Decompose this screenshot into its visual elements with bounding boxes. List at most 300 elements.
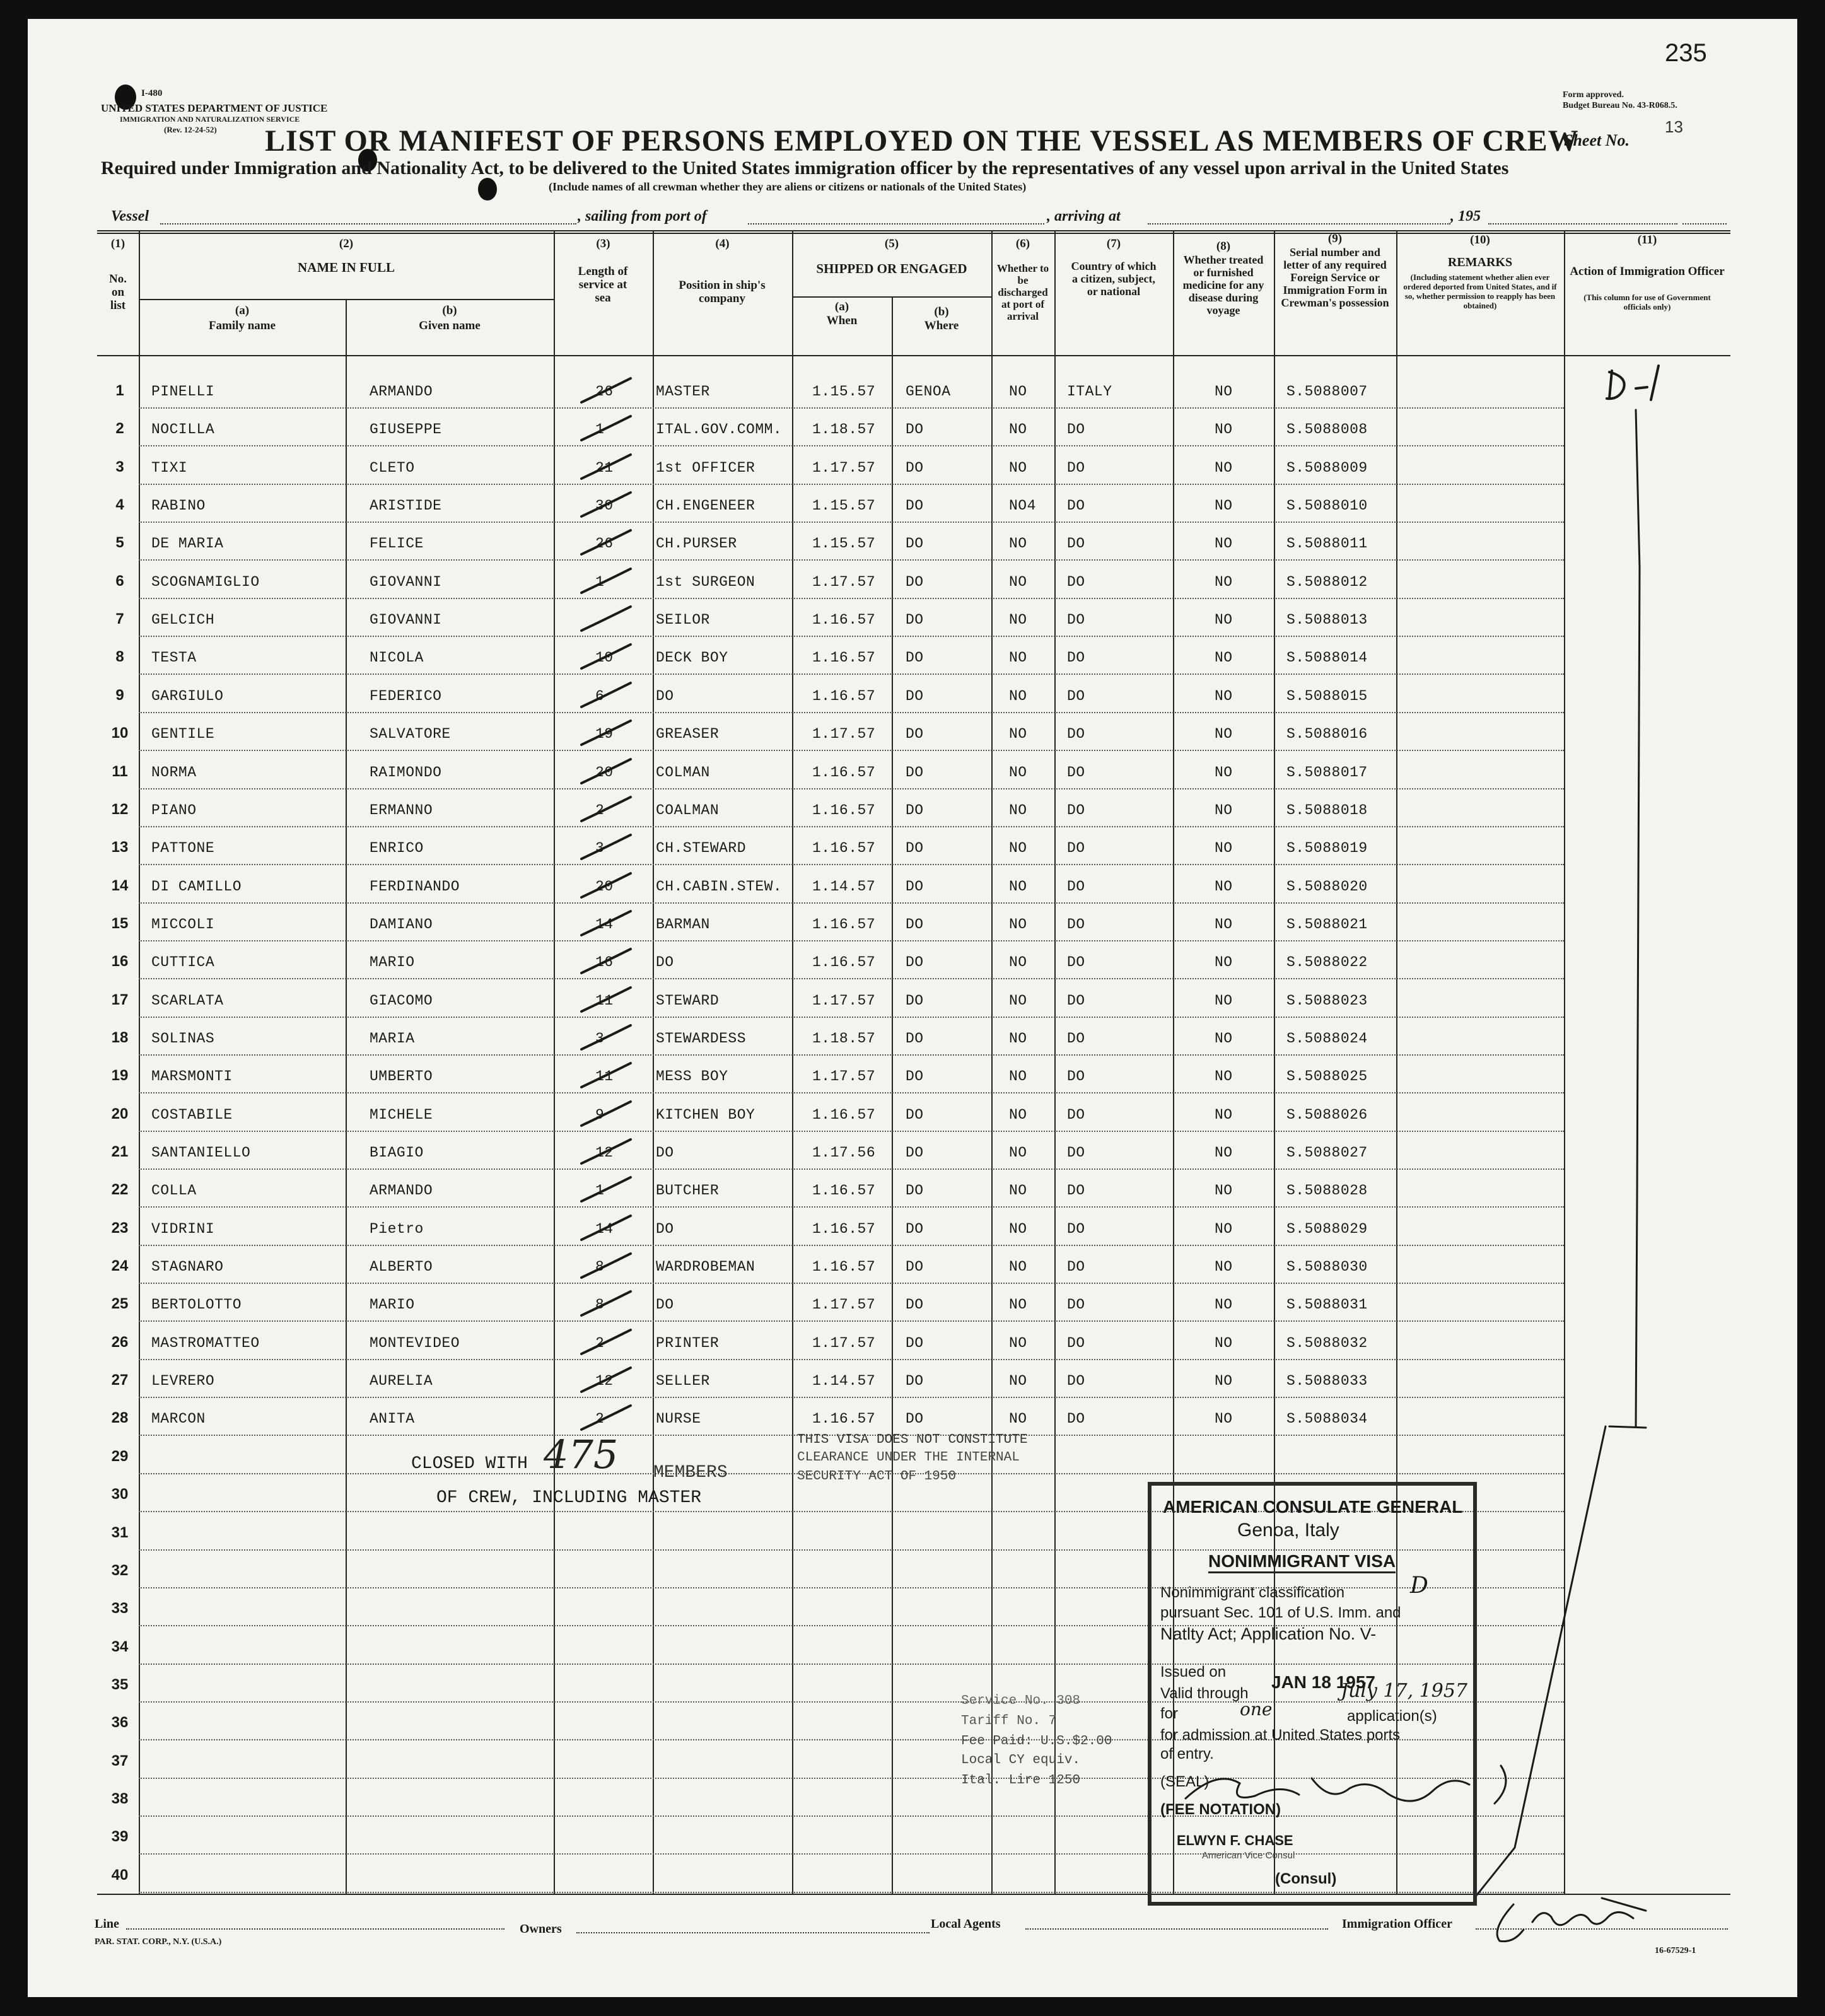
serial-number: S.5088019 [1286,840,1368,856]
service-strike [581,988,631,1011]
stamp-issued-date: JAN 18 1957 [1271,1672,1376,1692]
family-name: GELCICH [151,612,215,628]
position: STEWARDESS [656,1030,747,1047]
stamp-pursuant: pursuant Sec. 101 of U.S. Imm. and [1160,1604,1401,1621]
given-name: BIAGIO [370,1145,424,1161]
shipped-when: 1.16.57 [812,688,876,704]
discharged: NO [1009,1068,1027,1085]
row-number: 5 [115,534,124,551]
col2a-header: Family name [208,319,276,332]
position: BUTCHER [656,1182,720,1199]
serial-number: S.5088012 [1286,574,1368,590]
form-revision: (Rev. 12-24-52) [164,125,217,134]
footer-owners-field [576,1932,930,1933]
family-name: VIDRINI [151,1221,215,1237]
service-strike [581,1254,631,1278]
service-strike [581,949,631,973]
position: CH.CABIN.STEW. [656,878,783,895]
shipped-where: DO [906,993,924,1009]
given-name: MICHELE [370,1107,433,1123]
shipped-where: DO [906,1373,924,1389]
shipped-when: 1.17.57 [812,460,876,476]
family-name: CUTTICA [151,954,215,970]
serial-number: S.5088015 [1286,688,1368,704]
discharged: NO [1009,574,1027,590]
row-number: 6 [115,573,124,590]
col4-header: Position in ship's company [679,279,766,305]
position: DECK BOY [656,650,728,666]
medicine: NO [1215,1411,1233,1427]
family-name: MARCON [151,1411,206,1427]
service-length: 10 [595,650,614,666]
country: DO [1067,726,1085,742]
col6-header: Whether to be discharged at port of arrival [996,262,1049,322]
budget-bureau-line: Budget Bureau No. 43-R068.5. [1563,101,1677,110]
country: DO [1067,1259,1085,1275]
given-name: GIOVANNI [370,612,442,628]
service-strike [581,797,631,821]
form-number: I-480 [141,88,163,98]
medicine: NO [1215,726,1233,742]
shipped-when: 1.14.57 [812,878,876,895]
family-name: MASTROMATTEO [151,1335,260,1351]
fee-lire: Ital. Lire 1250 [961,1773,1081,1788]
sheet-number-label: Sheet No. [1564,131,1630,149]
serial-number: S.5088032 [1286,1335,1368,1351]
action-mark-d [1607,371,1624,399]
shipped-where: DO [906,764,924,781]
col5-header: SHIPPED OR ENGAGED [816,261,967,276]
consulate-visa-stamp [1148,1482,1477,1906]
col5b-number: (b) [934,305,949,318]
shipped-where: DO [906,498,924,514]
discharged: NO [1009,916,1027,933]
service-strike [581,721,631,745]
row-number: 3 [115,458,124,475]
family-name: GENTILE [151,726,215,742]
year-label: , 195 [1450,208,1481,224]
country: DO [1067,802,1085,819]
shipped-where: DO [906,1259,924,1275]
given-name: ARMANDO [370,383,433,400]
shipped-where: DO [906,726,924,742]
country: DO [1067,421,1085,438]
shipped-when: 1.16.57 [812,1259,876,1275]
col2b-number: (b) [442,304,457,317]
shipped-where: DO [906,1182,924,1199]
country: DO [1067,993,1085,1009]
given-name: UMBERTO [370,1068,433,1085]
serial-number: S.5088025 [1286,1068,1368,1085]
service-length: 26 [595,535,614,552]
country: DO [1067,1145,1085,1161]
family-name: NORMA [151,764,197,781]
serial-number: S.5088030 [1286,1259,1368,1275]
discharged: NO [1009,726,1027,742]
officer-signature [1497,1898,1646,1942]
discharged: NO4 [1009,498,1036,514]
position: STEWARD [656,993,720,1009]
medicine: NO [1215,1182,1233,1199]
row-number: 33 [111,1600,129,1617]
medicine: NO [1215,650,1233,666]
serial-number: S.5088010 [1286,498,1368,514]
service-length: 1 [595,1182,605,1199]
service-length: 26 [595,383,614,400]
col6-number: (6) [1015,237,1030,250]
shipped-when: 1.18.57 [812,421,876,438]
discharged: NO [1009,1411,1027,1427]
country: DO [1067,1335,1085,1351]
medicine: NO [1215,498,1233,514]
vessel-label: Vessel [111,208,149,224]
stamp-city: Genoa, Italy [1237,1520,1339,1541]
medicine: NO [1215,1373,1233,1389]
position: DO [656,1296,674,1313]
given-name: ARMANDO [370,1182,433,1199]
position: MESS BOY [656,1068,728,1085]
given-name: Pietro [370,1221,424,1237]
stamp-fee-notation: (FEE NOTATION) [1160,1801,1281,1818]
service-strike [581,530,631,554]
country: DO [1067,574,1085,590]
serial-number: S.5088028 [1286,1182,1368,1199]
family-name: NOCILLA [151,421,215,438]
row-number: 10 [111,725,129,742]
serial-number: S.5088026 [1286,1107,1368,1123]
row-number: 20 [111,1105,129,1122]
family-name: COSTABILE [151,1107,233,1123]
row-number: 22 [111,1181,129,1198]
family-name: SOLINAS [151,1030,215,1047]
discharged: NO [1009,1030,1027,1047]
service-length: 19 [595,726,614,742]
stamp-entry: of entry. [1160,1745,1214,1763]
given-name: ANITA [370,1411,415,1427]
country: DO [1067,840,1085,856]
serial-number: S.5088022 [1286,954,1368,970]
serial-number: S.5088017 [1286,764,1368,781]
stamp-admission: for admission at United States ports [1160,1727,1401,1744]
row-number: 27 [111,1372,129,1389]
col2-number: (2) [339,237,354,250]
given-name: SALVATORE [370,726,451,742]
given-name: MARIA [370,1030,415,1047]
shipped-when: 1.15.57 [812,535,876,552]
country: DO [1067,764,1085,781]
shipped-where: DO [906,1068,924,1085]
service-name: IMMIGRATION AND NATURALIZATION SERVICE [120,115,300,124]
country: DO [1067,535,1085,552]
page-title: LIST OR MANIFEST OF PERSONS EMPLOYED ON THE VESSEL AS MEMBERS OF CREW [265,124,1579,158]
service-strike [581,759,631,783]
given-name: MARIO [370,1296,415,1313]
discharged: NO [1009,1259,1027,1275]
service-length: 2 [595,802,605,819]
position: DO [656,1145,674,1161]
service-length: 3 [595,1030,605,1047]
shipped-when: 1.17.57 [812,726,876,742]
service-length: 8 [595,1259,605,1275]
shipped-when: 1.17.57 [812,1335,876,1351]
family-name: LEVRERO [151,1373,215,1389]
given-name: ALBERTO [370,1259,433,1275]
shipped-when: 1.16.57 [812,1221,876,1237]
row-number: 35 [111,1676,129,1693]
shipped-when: 1.16.57 [812,650,876,666]
medicine: NO [1215,954,1233,970]
country: DO [1067,954,1085,970]
col5a-header: When [826,314,858,327]
shipped-when: 1.16.57 [812,1107,876,1123]
medicine: NO [1215,916,1233,933]
given-name: CLETO [370,460,415,476]
discharged: NO [1009,1373,1027,1389]
shipped-where: DO [906,1296,924,1313]
service-strike [581,1063,631,1087]
service-strike [581,644,631,668]
service-strike [581,1025,631,1049]
discharged: NO [1009,535,1027,552]
approval-line: Form approved. [1563,90,1624,100]
discharged: NO [1009,840,1027,856]
col2-header: NAME IN FULL [297,260,395,275]
service-length: 1 [595,421,605,438]
shipped-when: 1.16.57 [812,916,876,933]
shipped-when: 1.16.57 [812,1411,876,1427]
shipped-where: DO [906,1030,924,1047]
col1-header: No. on list [109,272,127,312]
service-strike [581,455,631,479]
medicine: NO [1215,1145,1233,1161]
given-name: MARIO [370,954,415,970]
service-strike [581,607,631,631]
visa-note-line1: THIS VISA DOES NOT CONSTITUTE [797,1433,1028,1447]
service-strike [581,569,631,593]
col3-number: (3) [596,237,610,250]
service-length: 2 [595,1411,605,1427]
stamp-for-value: one [1240,1699,1273,1720]
action-mark-dash [1636,387,1647,388]
serial-number: S.5088033 [1286,1373,1368,1389]
medicine: NO [1215,1068,1233,1085]
stamp-consul-label: (Consul) [1275,1870,1337,1887]
shipped-when: 1.16.57 [812,840,876,856]
shipped-when: 1.14.57 [812,1373,876,1389]
service-length: 14 [595,916,614,933]
col11-header: Action of Immigration Officer [1570,265,1725,278]
serial-number: S.5088021 [1286,916,1368,933]
shipped-when: 1.17.57 [812,993,876,1009]
footer-line-label: Line [95,1917,119,1931]
stamp-visa-type: NONIMMIGRANT VISA [1208,1551,1396,1573]
shipped-where: DO [906,1145,924,1161]
closed-count: 475 [544,1431,619,1477]
medicine: NO [1215,421,1233,438]
position: 1st SURGEON [656,574,755,590]
stamp-classification: Nonimmigrant classification [1160,1584,1345,1601]
shipped-where: DO [906,574,924,590]
row-number: 37 [111,1752,129,1769]
action-column-line [1636,410,1640,1426]
service-strike [581,1368,631,1392]
family-name: DE MARIA [151,535,224,552]
position: CH.STEWARD [656,840,747,856]
medicine: NO [1215,1221,1233,1237]
family-name: TIXI [151,460,188,476]
shipped-where: DO [906,1107,924,1123]
shipped-when: 1.17.57 [812,574,876,590]
sheet-number-value: 13 [1665,117,1683,136]
position: KITCHEN BOY [656,1107,755,1123]
visa-note-line3: SECURITY ACT OF 1950 [797,1469,957,1484]
shipped-where: DO [906,421,924,438]
service-length: 3 [595,840,605,856]
position: SELLER [656,1373,710,1389]
footer-immigration-officer-field [1476,1928,1728,1930]
discharged: NO [1009,802,1027,819]
serial-number: S.5088008 [1286,421,1368,438]
footer-immigration-officer-label: Immigration Officer [1342,1917,1452,1931]
stamp-application-no: Natlty Act; Application No. V- [1160,1624,1377,1643]
service-strike [581,911,631,935]
country: DO [1067,498,1085,514]
discharged: NO [1009,421,1027,438]
footer-local-agents-field [1025,1928,1328,1930]
stamp-consul-name: ELWYN F. CHASE [1177,1832,1293,1848]
family-name: SANTANIELLO [151,1145,251,1161]
col1-number: (1) [110,237,125,250]
row-number: 34 [111,1638,129,1655]
discharged: NO [1009,650,1027,666]
medicine: NO [1215,993,1233,1009]
serial-number: S.5088011 [1286,535,1368,552]
country: DO [1067,460,1085,476]
stamp-valid-date: July 17, 1957 [1341,1680,1468,1702]
col9-number: (9) [1327,232,1343,245]
page-number: 235 [1665,39,1707,67]
row-number: 32 [111,1562,129,1579]
row-number: 7 [115,610,124,627]
discharged: NO [1009,383,1027,400]
medicine: NO [1215,1296,1233,1313]
shipped-when: 1.17.57 [812,1296,876,1313]
stamp-valid-label: Valid through [1160,1685,1249,1702]
row-number: 36 [111,1714,129,1731]
stamp-consulate: AMERICAN CONSULATE GENERAL [1163,1497,1463,1517]
row-number: 24 [111,1257,129,1274]
family-name: DI CAMILLO [151,878,242,895]
position: DO [656,1221,674,1237]
country: DO [1067,688,1085,704]
col11-number: (11) [1637,233,1657,247]
serial-number: S.5088023 [1286,993,1368,1009]
service-strike [581,1330,631,1354]
given-name: GIOVANNI [370,574,442,590]
subtitle: Required under Immigration and Nationality Act, to be delivered to the United States immigration officer by the representatives of any vessel upon arrival in the United States [101,158,1509,178]
position: BARMAN [656,916,710,933]
given-name: FELICE [370,535,424,552]
service-strike [581,835,631,859]
closed-members-text: MEMBERS [653,1463,728,1483]
service-strike [581,378,631,402]
shipped-when: 1.15.57 [812,383,876,400]
discharged: NO [1009,612,1027,628]
position: ITAL.GOV.COMM. [656,421,783,438]
family-name: TESTA [151,650,197,666]
row-number: 26 [111,1334,129,1351]
position: CH.PURSER [656,535,737,552]
row-number: 31 [111,1524,129,1541]
serial-number: S.5088007 [1286,383,1368,400]
row-number: 30 [111,1486,129,1503]
family-name: RABINO [151,498,206,514]
position: DO [656,954,674,970]
given-name: DAMIANO [370,916,433,933]
col8-number: (8) [1216,240,1231,253]
family-name: PINELLI [151,383,215,400]
service-length: 21 [595,460,614,476]
shipped-when: 1.16.57 [812,764,876,781]
shipped-where: DO [906,840,924,856]
row-number: 1 [115,382,124,399]
discharged: NO [1009,1296,1027,1313]
country: DO [1067,878,1085,895]
stamp-seal: (SEAL) [1160,1773,1210,1790]
discharged: NO [1009,1335,1027,1351]
service-length: 8 [595,1296,605,1313]
subtitle-note: (Include names of all crewman whether they are aliens or citizens or nationals of the United States) [549,180,1027,193]
position: PRINTER [656,1335,720,1351]
position: WARDROBEMAN [656,1259,755,1275]
footer-owners-label: Owners [520,1922,562,1936]
country: DO [1067,650,1085,666]
shipped-where: DO [906,688,924,704]
shipped-where: DO [906,954,924,970]
country: DO [1067,1373,1085,1389]
row-number: 14 [111,877,129,894]
medicine: NO [1215,840,1233,856]
service-strike [581,683,631,707]
publisher-imprint: PAR. STAT. CORP., N.Y. (U.S.A.) [95,1937,222,1947]
closed-with-text: CLOSED WITH [411,1454,528,1474]
stamp-applications: application(s) [1347,1708,1437,1725]
footer-local-agents-label: Local Agents [931,1917,1001,1931]
given-name: RAIMONDO [370,764,442,781]
service-length: 12 [595,1145,614,1161]
row-number: 40 [111,1867,129,1884]
row-number: 4 [115,496,124,513]
col5a-number: (a) [834,300,849,313]
form-code: 16-67529-1 [1655,1946,1696,1955]
row-number: 8 [115,648,124,665]
row-number: 18 [111,1029,129,1046]
medicine: NO [1215,878,1233,895]
shipped-where: DO [906,878,924,895]
col7-header: Country of which a citizen, subject, or national [1071,260,1157,298]
service-length: 30 [595,498,614,514]
shipped-where: DO [906,1335,924,1351]
col5-number: (5) [884,237,899,250]
given-name: FERDINANDO [370,878,460,895]
serial-number: S.5088018 [1286,802,1368,819]
row-number: 17 [111,991,129,1008]
serial-number: S.5088016 [1286,726,1368,742]
country: DO [1067,1182,1085,1199]
fee-paid: Fee Paid: U.S.$2.00 [961,1734,1112,1749]
col5b-header: Where [924,319,959,332]
service-length: 20 [595,764,614,781]
